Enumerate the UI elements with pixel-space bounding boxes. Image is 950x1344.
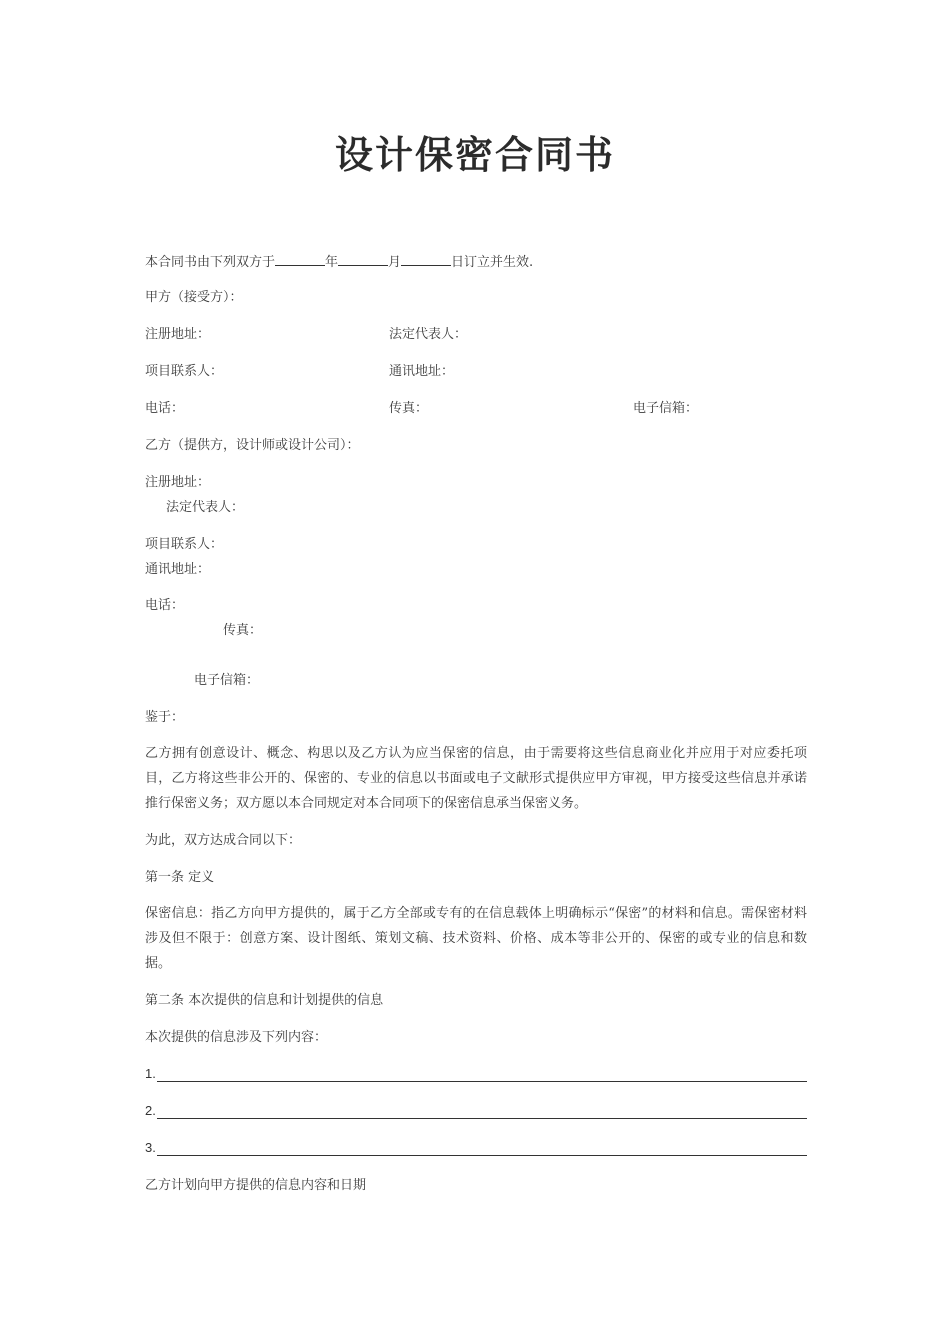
party-a-legal-rep: 法定代表人： [389,327,468,342]
document-title: 设计保密合同书 [334,133,615,177]
intro-prefix: 本合同书由下列双方于 [145,255,276,270]
info-item-line[interactable] [145,1140,807,1156]
party-b-mail-address: 通讯地址： [145,562,211,577]
article-2-heading: 第二条 本次提供的信息和计划提供的信息 [145,993,384,1008]
intro-month: 月 [388,255,402,270]
item-number: 2. [145,1103,156,1118]
fill-in-rule [157,1068,807,1082]
item-number: 3. [145,1140,156,1155]
article-1-paragraph: 保密信息：指乙方向甲方提供的，属于乙方全部或专有的在信息载体上明确标示“保密”的材料和信息。需保密材料涉及但不限于：创意方案、设计图纸、策划文稿、技术资料、价格、成本等非公开的、保密的或专业的信息和数据。 [145,906,807,971]
article-1-heading: 第一条 定义 [145,870,215,885]
month-blank[interactable] [338,253,388,266]
article-2-plan: 乙方计划向甲方提供的信息内容和日期 [145,1178,367,1193]
agreement-line: 为此，双方达成合同以下： [145,833,302,848]
whereas-heading: 鉴于： [145,710,185,725]
party-a-email: 电子信箱： [633,401,699,416]
party-a-reg-address: 注册地址： [145,327,211,342]
article-2-lead: 本次提供的信息涉及下列内容： [145,1030,328,1045]
party-a-fax: 传真： [389,401,429,416]
year-blank[interactable] [275,253,325,266]
party-b-contact: 项目联系人： [145,537,224,552]
info-item-line[interactable] [145,1103,807,1119]
party-a-heading: 甲方（接受方）： [145,290,243,305]
party-b-phone: 电话： [145,598,185,613]
intro-day-suffix: 日订立并生效. [451,255,534,270]
party-b-legal-rep: 法定代表人： [166,500,245,515]
party-a-phone: 电话： [145,401,185,416]
info-item-line[interactable] [145,1066,807,1082]
day-blank[interactable] [401,253,451,266]
party-a-contact: 项目联系人： [145,364,224,379]
party-b-reg-address: 注册地址： [145,475,211,490]
intro-line [145,253,533,271]
party-b-fax: 传真： [223,623,263,638]
party-a-mail-address: 通讯地址： [389,364,455,379]
intro-year: 年 [325,255,339,270]
fill-in-rule [157,1105,807,1119]
party-b-email: 电子信箱： [194,673,260,688]
whereas-paragraph: 乙方拥有创意设计、概念、构思以及乙方认为应当保密的信息，由于需要将这些信息商业化并应用于对应委托项目，乙方将这些非公开的、保密的、专业的信息以书面或电子文献形式提供应甲方审视，甲方接受这些信息并承诺推行保密义务；双方愿以本合同规定对本合同项下的保密信息承当保密义务。 [145,746,807,811]
fill-in-rule [157,1142,807,1156]
item-number: 1. [145,1066,156,1081]
party-b-heading: 乙方（提供方，设计师或设计公司）： [145,438,360,453]
